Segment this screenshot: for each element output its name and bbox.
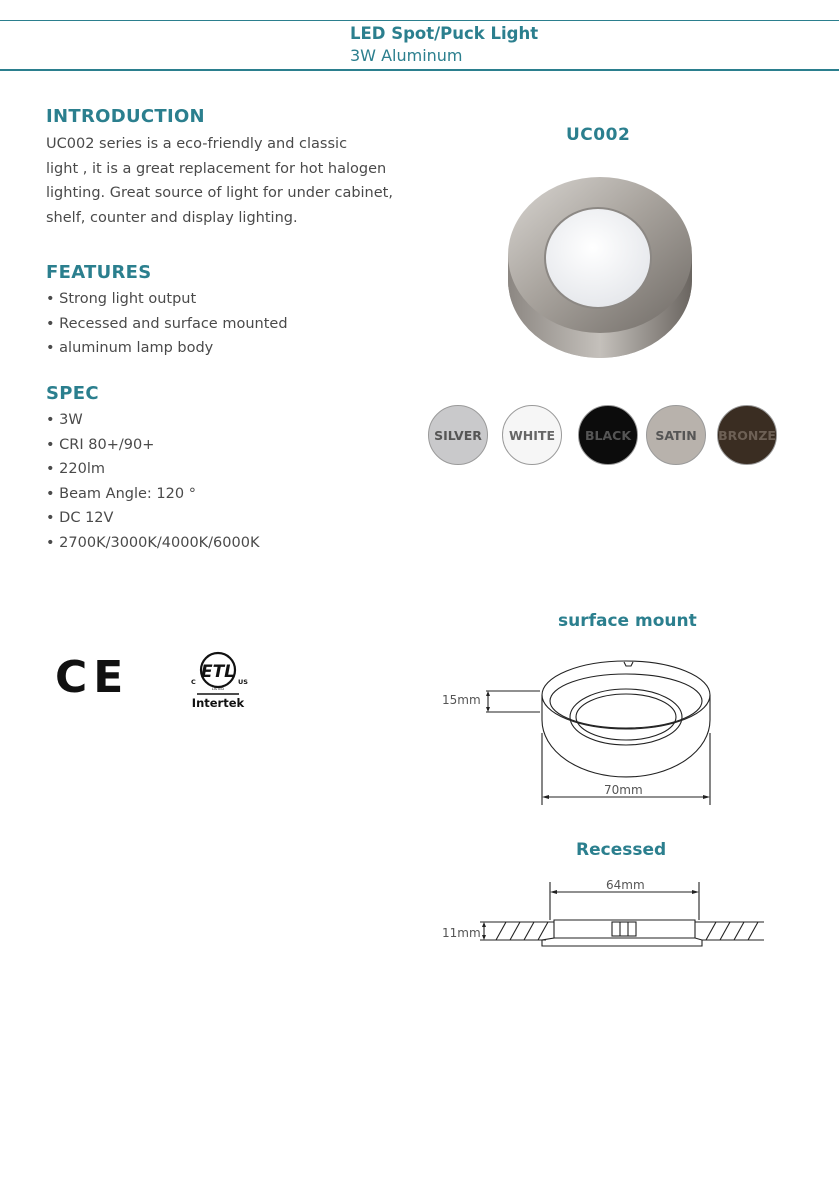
etl-listed-mark: [188, 648, 256, 712]
spec-item: • 220lm: [46, 457, 259, 482]
finish-swatch-silver: [428, 405, 488, 465]
features-heading: FEATURES: [46, 262, 152, 283]
finish-swatch-black: [578, 405, 638, 465]
spec-item: • 3W: [46, 408, 259, 433]
finish-label: SATIN: [655, 427, 697, 443]
product-model: UC002: [566, 125, 631, 145]
finish-label: BLACK: [584, 427, 632, 443]
introduction-text: UC002 series is a eco-friendly and classic light , it is a great replacement for hot halogen lighting. Great source of light for under cabinet, shelf, counter and display lighting.: [46, 136, 393, 226]
surface-mount-title: surface mount: [558, 611, 697, 631]
finish-label: BRONZE: [718, 427, 776, 443]
spec-item: • DC 12V: [46, 506, 259, 531]
introduction-heading: INTRODUCTION: [46, 106, 205, 127]
feature-item: • Recessed and surface mounted: [46, 312, 288, 337]
header-band: [0, 20, 839, 71]
etl-listed-text: LISTED: [211, 687, 225, 691]
recessed-drawing: [436, 880, 766, 955]
recessed-diameter-label: 64mm: [606, 878, 645, 892]
surface-diameter-label: 70mm: [604, 783, 643, 797]
etl-us-text: US: [238, 678, 248, 686]
finish-swatches: [428, 405, 788, 467]
ce-mark: CE: [55, 652, 130, 703]
spec-item: • Beam Angle: 120 °: [46, 482, 259, 507]
recessed-title: Recessed: [576, 840, 667, 860]
doc-subtitle: 3W Aluminum: [350, 46, 463, 65]
features-list: [46, 287, 288, 361]
finish-label: WHITE: [509, 427, 555, 443]
spec-item: • CRI 80+/90+: [46, 433, 259, 458]
doc-title: LED Spot/Puck Light: [350, 24, 539, 43]
product-photo: [490, 170, 710, 365]
spec-list: [46, 408, 259, 555]
spec-heading: SPEC: [46, 383, 99, 404]
etl-mark-text: ETL: [200, 662, 236, 682]
finish-swatch-white: [502, 405, 562, 465]
spec-item: • 2700K/3000K/4000K/6000K: [46, 531, 259, 556]
feature-item: • aluminum lamp body: [46, 336, 288, 361]
intertek-text: Intertek: [191, 696, 245, 710]
feature-item: • Strong light output: [46, 287, 288, 312]
recessed-depth-label: 11mm: [442, 926, 481, 940]
etl-c-text: C: [191, 678, 196, 686]
surface-mount-drawing: [436, 645, 726, 810]
finish-label: SILVER: [434, 427, 482, 443]
finish-swatch-bronze: [717, 405, 777, 465]
surface-height-label: 15mm: [442, 693, 481, 707]
finish-swatch-satin: [646, 405, 706, 465]
